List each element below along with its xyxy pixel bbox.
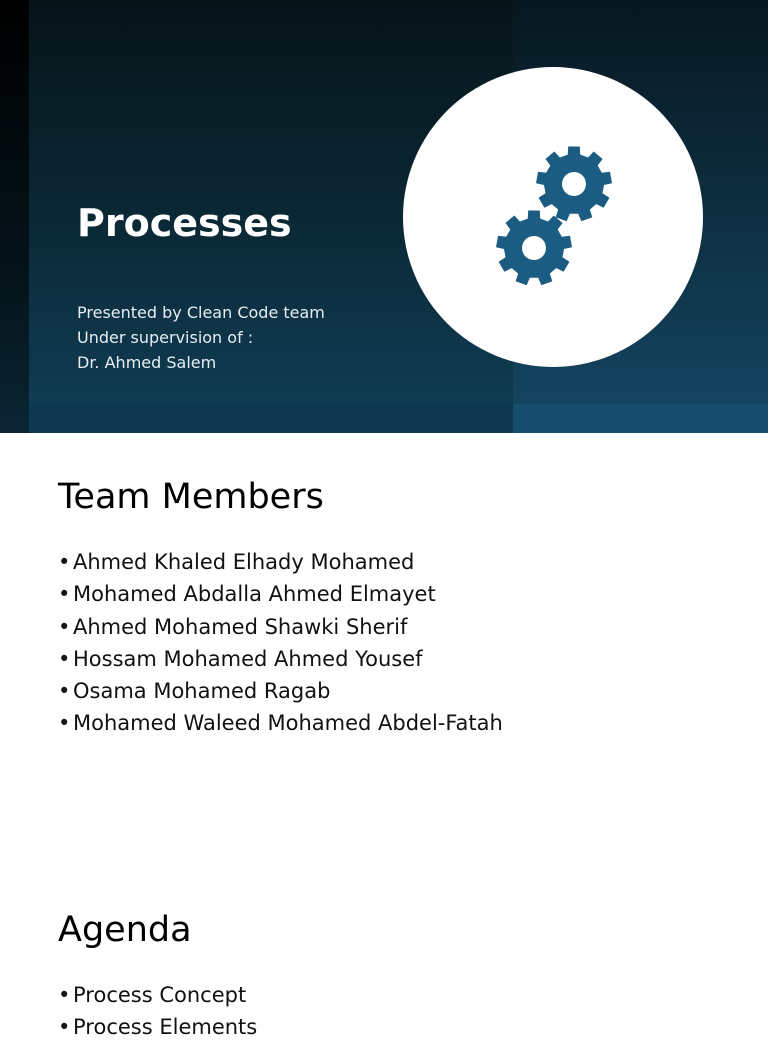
list-item: [58, 979, 257, 1011]
bullet-icon: •: [58, 550, 71, 574]
bottom-band: [29, 404, 513, 433]
bottom-band-right: [513, 404, 768, 433]
left-strip: [0, 0, 29, 433]
bullet-icon: •: [58, 679, 71, 704]
subtitle-line-presented-by: Presented by Clean Code team: [77, 303, 325, 322]
subtitle-line-supervision: Under supervision of :: [77, 328, 254, 347]
member-name: Mohamed Waleed Mohamed Abdel-Fatah: [73, 711, 503, 736]
member-name: Mohamed Abdalla Ahmed Elmayet: [73, 582, 436, 607]
agenda-item: Process Concept: [73, 983, 247, 1007]
gear-large-icon: [536, 146, 612, 221]
content-area: [0, 433, 768, 1040]
member-name: Ahmed Khaled Elhady Mohamed: [73, 550, 415, 574]
gears-icon-circle: [403, 67, 703, 367]
title-slide: [0, 0, 768, 433]
member-name: Osama Mohamed Ragab: [73, 679, 331, 704]
team-members-list: [58, 546, 503, 740]
list-item: [58, 546, 503, 578]
bullet-icon: •: [58, 1015, 71, 1040]
agenda-heading: Agenda: [58, 910, 192, 950]
agenda-list: [58, 979, 257, 1044]
bullet-icon: •: [58, 983, 71, 1007]
bullet-icon: •: [58, 582, 71, 607]
list-item: [58, 611, 503, 643]
list-item: [58, 643, 503, 675]
list-item: [58, 707, 503, 739]
subtitle: [77, 300, 325, 375]
member-name: Hossam Mohamed Ahmed Yousef: [73, 646, 423, 671]
team-members-heading: Team Members: [58, 477, 324, 517]
list-item: [58, 578, 503, 610]
subtitle-line-supervisor: Dr. Ahmed Salem: [77, 353, 217, 372]
gear-small-icon: [496, 210, 572, 285]
member-name: Ahmed Mohamed Shawki Sherif: [73, 614, 408, 639]
agenda-item: Process Elements: [73, 1015, 258, 1040]
list-item: [58, 675, 503, 707]
bullet-icon: •: [58, 646, 71, 671]
slide-title: Processes: [77, 201, 292, 245]
bullet-icon: •: [58, 711, 71, 736]
gears-icon: [403, 67, 703, 367]
bullet-icon: •: [58, 614, 71, 639]
list-item: [58, 1011, 257, 1043]
